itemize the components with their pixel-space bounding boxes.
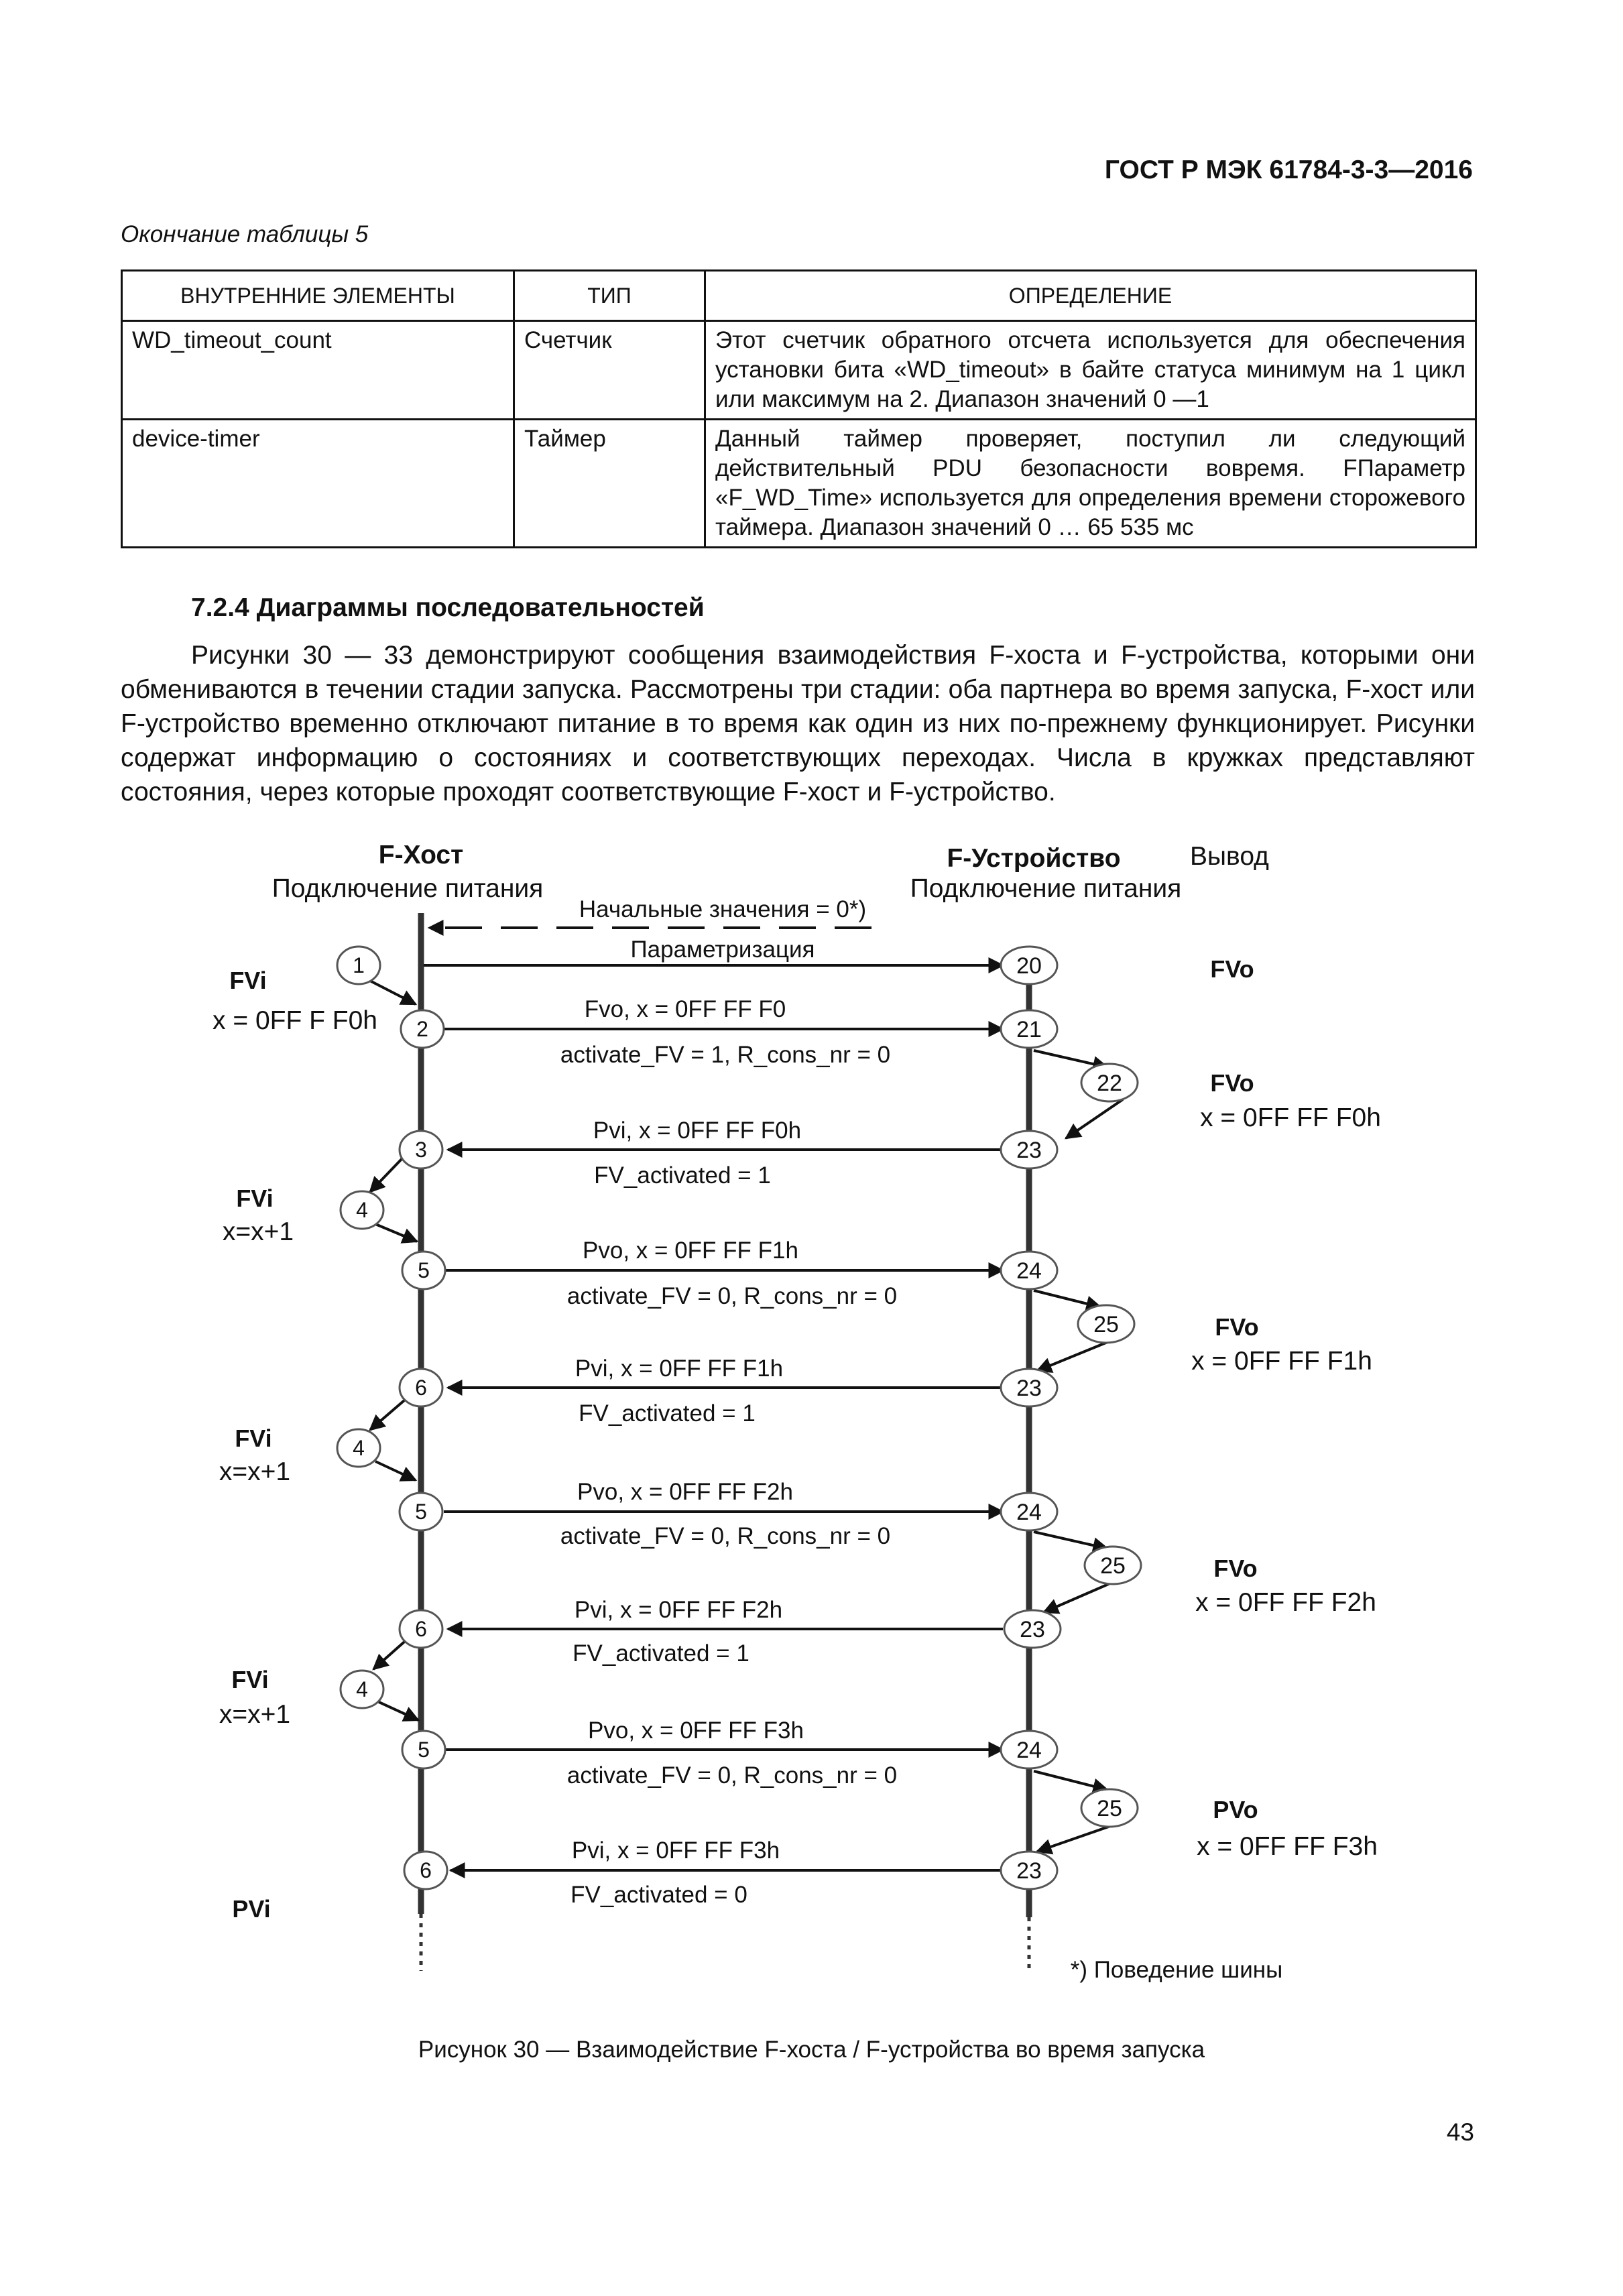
state-number: 25 xyxy=(1100,1553,1126,1579)
state-node xyxy=(400,1493,442,1530)
state-label: FVo xyxy=(1210,1069,1254,1097)
message-label: Pvo, x = 0FF FF F1h xyxy=(583,1237,798,1264)
initial-values-label: Начальные значения = 0*) xyxy=(579,896,867,922)
state-label: FVo xyxy=(1215,1313,1259,1341)
transition-arrow xyxy=(370,1396,409,1430)
state-node xyxy=(1001,1369,1057,1406)
state-number: 25 xyxy=(1097,1796,1122,1821)
transition-arrow xyxy=(373,1638,409,1669)
output-label: Вывод xyxy=(1190,842,1269,871)
state-number: 4 xyxy=(353,1436,365,1460)
definition-cell: Этот счетчик обратного отсчета используется для обеспечения установки бита «WD_timeout» в байте статуса минимум на 1 цикл или максимум на 2. Диапазон значений 0 —1 xyxy=(705,321,1476,420)
element-cell: WD_timeout_count xyxy=(122,321,514,420)
transition-arrow xyxy=(377,1701,418,1720)
state-number: 1 xyxy=(353,953,365,977)
column-header: ТИП xyxy=(514,271,705,321)
host-subtitle: Подключение питания xyxy=(272,874,544,903)
state-number: 5 xyxy=(415,1500,427,1524)
state-number: 21 xyxy=(1016,1017,1042,1042)
state-label: FVi xyxy=(236,1185,274,1212)
state-label: PVo xyxy=(1213,1796,1258,1823)
state-number: 23 xyxy=(1016,1376,1042,1401)
transition-arrow xyxy=(375,1224,417,1242)
state-number: 5 xyxy=(418,1738,430,1762)
transition-arrow xyxy=(367,979,416,1004)
section-heading: 7.2.4 Диаграммы последовательностей xyxy=(191,593,705,622)
column-header: ВНУТРЕННИЕ ЭЛЕМЕНТЫ xyxy=(122,271,514,321)
value-label: x = 0FF FF F1h xyxy=(1191,1347,1372,1376)
state-number: 23 xyxy=(1016,1858,1042,1884)
state-label: FVi xyxy=(231,1666,269,1693)
transition-arrow xyxy=(375,1461,416,1480)
state-number: 23 xyxy=(1016,1138,1042,1163)
value-label: x=x+1 xyxy=(219,1700,291,1729)
state-node xyxy=(400,1369,442,1406)
state-label: FVo xyxy=(1210,955,1254,983)
state-number: 24 xyxy=(1016,1500,1042,1525)
device-title: F-Устройство xyxy=(947,844,1121,873)
state-number: 6 xyxy=(420,1858,432,1882)
message-label: FV_activated = 1 xyxy=(594,1162,771,1189)
transition-arrow xyxy=(1034,1532,1107,1549)
message-label: Pvi, x = 0FF FF F0h xyxy=(593,1117,802,1144)
state-number: 25 xyxy=(1093,1312,1119,1337)
state-number: 5 xyxy=(418,1258,430,1282)
state-number: 3 xyxy=(415,1138,427,1162)
state-node xyxy=(402,1252,445,1289)
state-node xyxy=(1078,1305,1134,1343)
state-number: 23 xyxy=(1020,1617,1045,1642)
message-label: Pvi, x = 0FF FF F1h xyxy=(575,1355,784,1382)
state-node xyxy=(400,1610,442,1648)
table-caption: Окончание таблицы 5 xyxy=(121,221,369,247)
device-subtitle: Подключение питания xyxy=(910,874,1182,903)
state-node xyxy=(341,1671,383,1708)
state-node xyxy=(1001,1852,1057,1889)
state-number: 2 xyxy=(416,1017,428,1041)
message-label: Pvo, x = 0FF FF F3h xyxy=(588,1717,804,1744)
state-number: 4 xyxy=(356,1198,368,1222)
message-label: Pvi, x = 0FF FF F3h xyxy=(571,1837,780,1864)
state-node xyxy=(401,1010,444,1048)
value-label: x=x+1 xyxy=(222,1217,294,1246)
value-label: x = 0FF FF F3h xyxy=(1197,1832,1378,1861)
state-node xyxy=(1085,1547,1141,1584)
state-label: FVi xyxy=(229,967,267,994)
state-node xyxy=(337,947,380,984)
transition-arrow xyxy=(1034,1771,1107,1790)
message-label: FV_activated = 1 xyxy=(573,1640,749,1667)
message-label: activate_FV = 0, R_cons_nr = 0 xyxy=(566,1283,898,1309)
message-label: Pvo, x = 0FF FF F2h xyxy=(577,1479,793,1505)
value-label: x=x+1 xyxy=(219,1457,291,1486)
state-label: FVi xyxy=(235,1425,272,1452)
state-number: 20 xyxy=(1016,953,1042,979)
transition-arrow xyxy=(1066,1099,1123,1138)
state-number: 24 xyxy=(1016,1738,1042,1763)
state-node xyxy=(400,1131,442,1168)
type-cell: Счетчик xyxy=(514,321,705,420)
message-label: Pvi, x = 0FF FF F2h xyxy=(574,1597,783,1623)
transition-arrow xyxy=(1034,1290,1101,1307)
state-node xyxy=(1001,1493,1057,1530)
message-label: Fvo, x = 0FF FF F0 xyxy=(584,996,786,1022)
section-paragraph: Рисунки 30 — 33 демонстрируют сообщения взаимодействия F-хоста и F-устройства, которыми они обмениваются в течении стадии запуска. Рассмотрены три стадии: оба партнера во время запуска, F-хост или F-устройство временно отключают питание в то время как один из них по-прежнему функционирует. Рисунки содержат информацию о состояниях и соответствующих переходах. Числа в кружках представляют состояния, через которые проходят соответствующие F-хост и F-устройство. xyxy=(121,641,1475,806)
transition-arrow xyxy=(1044,1581,1116,1612)
value-label: x = 0FF FF F2h xyxy=(1195,1588,1376,1617)
host-title: F-Хост xyxy=(378,841,464,869)
state-label: FVo xyxy=(1213,1555,1258,1582)
column-header: ОПРЕДЕЛЕНИЕ xyxy=(705,271,1476,321)
diagram-footnote: *) Поведение шины xyxy=(1070,1957,1283,1983)
message-label: activate_FV = 1, R_cons_nr = 0 xyxy=(560,1042,891,1068)
message-label: FV_activated = 1 xyxy=(579,1400,756,1427)
state-node xyxy=(1081,1789,1138,1827)
state-number: 6 xyxy=(415,1617,427,1641)
state-node xyxy=(1001,1731,1057,1768)
state-number: 6 xyxy=(415,1376,427,1400)
state-node xyxy=(1001,1131,1057,1168)
value-label: x = 0FF FF F0h xyxy=(1200,1103,1381,1132)
state-node xyxy=(1001,1252,1057,1289)
transition-arrow xyxy=(370,1158,402,1192)
state-node xyxy=(1004,1610,1061,1648)
state-node xyxy=(1001,947,1057,984)
figure-caption: Рисунок 30 — Взаимодействие F-хоста / F-устройства во время запуска xyxy=(418,2037,1205,2063)
state-node xyxy=(337,1429,380,1467)
state-number: 22 xyxy=(1097,1071,1122,1096)
state-node xyxy=(1081,1064,1138,1101)
message-label: activate_FV = 0, R_cons_nr = 0 xyxy=(566,1762,898,1789)
state-number: 24 xyxy=(1016,1258,1042,1284)
transition-arrow xyxy=(1037,1339,1114,1371)
state-node xyxy=(404,1852,447,1889)
value-label: x = 0FF F F0h xyxy=(213,1006,377,1035)
type-cell: Таймер xyxy=(514,420,705,548)
definition-cell: Данный таймер проверяет, поступил ли следующий действительный PDU безопасности вовремя. FПараметр «F_WD_Time» используется для определения времени сторожевого таймера. Диапазон значений 0 … 65 535 мс xyxy=(705,420,1476,548)
parametrization-label: Параметризация xyxy=(630,936,815,963)
state-node xyxy=(341,1191,383,1229)
standard-header: ГОСТ Р МЭК 61784-3-3—2016 xyxy=(1104,156,1473,184)
message-label: FV_activated = 0 xyxy=(570,1882,747,1908)
message-label: activate_FV = 0, R_cons_nr = 0 xyxy=(560,1523,891,1549)
state-label: PVi xyxy=(232,1895,271,1923)
element-cell: device-timer xyxy=(122,420,514,548)
state-number: 4 xyxy=(356,1677,368,1701)
state-node xyxy=(402,1731,445,1768)
state-node xyxy=(1001,1010,1057,1048)
transition-arrow xyxy=(1034,1050,1107,1067)
page-number: 43 xyxy=(1446,2118,1474,2146)
